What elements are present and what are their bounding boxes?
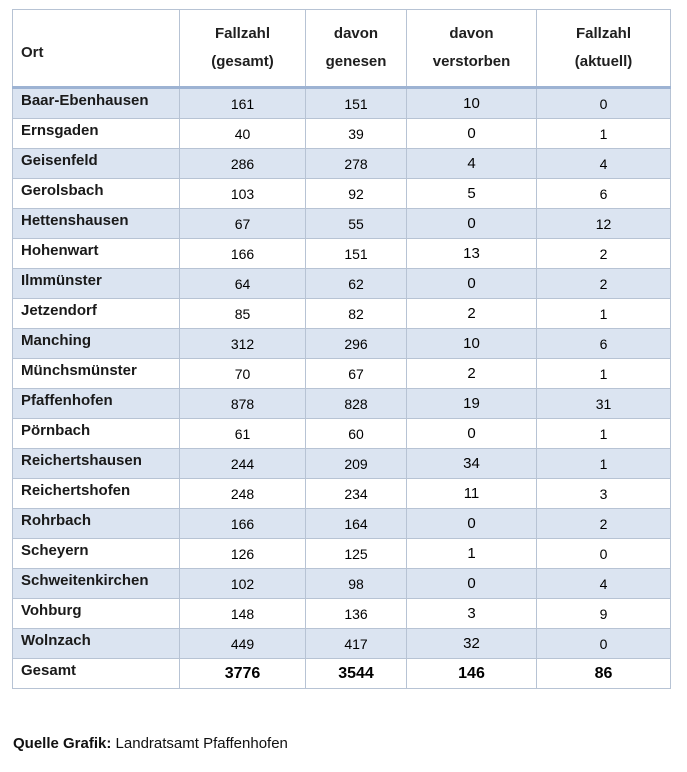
table-row <box>13 299 671 329</box>
total-genesen: 3544 <box>306 659 407 689</box>
header-verstorben <box>407 10 537 88</box>
cell-genesen: 209 <box>306 449 407 479</box>
cell-verstorben: 2 <box>407 299 537 329</box>
cell-gesamt: 248 <box>180 479 306 509</box>
cell-ort: Ernsgaden <box>13 119 180 149</box>
header-ort: Ort <box>13 10 180 88</box>
header-aktuell-line1: Fallzahl <box>575 25 631 42</box>
cell-genesen: 151 <box>306 239 407 269</box>
header-genesen-line1: davon <box>333 25 379 42</box>
source-caption <box>13 735 288 752</box>
cell-ort: Pfaffenhofen <box>13 389 180 419</box>
cell-aktuell: 2 <box>537 239 671 269</box>
cell-ort: Schweitenkirchen <box>13 569 180 599</box>
cell-ort: Manching <box>13 329 180 359</box>
cell-gesamt: 126 <box>180 539 306 569</box>
cell-aktuell: 6 <box>537 329 671 359</box>
cell-ort: Münchsmünster <box>13 359 180 389</box>
cell-aktuell: 0 <box>537 629 671 659</box>
table-row <box>13 88 671 119</box>
table-row <box>13 119 671 149</box>
cell-gesamt: 166 <box>180 239 306 269</box>
cell-aktuell: 4 <box>537 569 671 599</box>
table-row <box>13 239 671 269</box>
cell-genesen: 60 <box>306 419 407 449</box>
table-row <box>13 389 671 419</box>
cell-aktuell: 0 <box>537 88 671 119</box>
cell-gesamt: 878 <box>180 389 306 419</box>
cell-aktuell: 0 <box>537 539 671 569</box>
cell-gesamt: 449 <box>180 629 306 659</box>
cell-ort: Geisenfeld <box>13 149 180 179</box>
cell-gesamt: 85 <box>180 299 306 329</box>
cell-aktuell: 1 <box>537 419 671 449</box>
cell-genesen: 55 <box>306 209 407 239</box>
cell-gesamt: 148 <box>180 599 306 629</box>
cell-ort: Ilmmünster <box>13 269 180 299</box>
cell-genesen: 92 <box>306 179 407 209</box>
cell-aktuell: 1 <box>537 299 671 329</box>
case-table <box>12 9 671 689</box>
cell-gesamt: 70 <box>180 359 306 389</box>
cell-verstorben: 34 <box>407 449 537 479</box>
cell-gesamt: 64 <box>180 269 306 299</box>
cell-aktuell: 31 <box>537 389 671 419</box>
total-gesamt: 3776 <box>180 659 306 689</box>
cell-ort: Hettenshausen <box>13 209 180 239</box>
cell-verstorben: 2 <box>407 359 537 389</box>
table-row <box>13 479 671 509</box>
table-row <box>13 449 671 479</box>
cell-gesamt: 161 <box>180 88 306 119</box>
cell-gesamt: 312 <box>180 329 306 359</box>
cell-genesen: 296 <box>306 329 407 359</box>
cell-verstorben: 0 <box>407 269 537 299</box>
table-row <box>13 539 671 569</box>
cell-gesamt: 103 <box>180 179 306 209</box>
table-header-row <box>13 10 671 88</box>
cell-gesamt: 40 <box>180 119 306 149</box>
cell-genesen: 164 <box>306 509 407 539</box>
header-gesamt-line1: Fallzahl <box>214 25 270 42</box>
cell-verstorben: 11 <box>407 479 537 509</box>
cell-aktuell: 3 <box>537 479 671 509</box>
total-verstorben: 146 <box>407 659 537 689</box>
header-genesen-line2: genesen <box>325 53 387 70</box>
cell-ort: Hohenwart <box>13 239 180 269</box>
cell-aktuell: 2 <box>537 269 671 299</box>
cell-genesen: 828 <box>306 389 407 419</box>
cell-gesamt: 67 <box>180 209 306 239</box>
cell-verstorben: 10 <box>407 329 537 359</box>
cell-verstorben: 1 <box>407 539 537 569</box>
cell-genesen: 417 <box>306 629 407 659</box>
table-row <box>13 329 671 359</box>
header-verstorben-line1: davon <box>449 25 494 42</box>
header-aktuell <box>537 10 671 88</box>
table-row <box>13 509 671 539</box>
cell-verstorben: 32 <box>407 629 537 659</box>
cell-ort: Wolnzach <box>13 629 180 659</box>
cell-verstorben: 0 <box>407 419 537 449</box>
cell-aktuell: 1 <box>537 359 671 389</box>
source-caption-text: Landratsamt Pfaffenhofen <box>115 735 288 752</box>
cell-verstorben: 19 <box>407 389 537 419</box>
cell-genesen: 62 <box>306 269 407 299</box>
cell-ort: Rohrbach <box>13 509 180 539</box>
cell-ort: Reichertshausen <box>13 449 180 479</box>
cell-ort: Reichertshofen <box>13 479 180 509</box>
cell-genesen: 39 <box>306 119 407 149</box>
cell-ort: Scheyern <box>13 539 180 569</box>
case-table-container <box>12 9 670 689</box>
table-row <box>13 569 671 599</box>
cell-ort: Baar-Ebenhausen <box>13 88 180 119</box>
cell-aktuell: 2 <box>537 509 671 539</box>
cell-ort: Gerolsbach <box>13 179 180 209</box>
total-aktuell: 86 <box>537 659 671 689</box>
cell-gesamt: 244 <box>180 449 306 479</box>
cell-aktuell: 12 <box>537 209 671 239</box>
cell-gesamt: 102 <box>180 569 306 599</box>
cell-verstorben: 0 <box>407 509 537 539</box>
cell-genesen: 151 <box>306 88 407 119</box>
cell-gesamt: 166 <box>180 509 306 539</box>
cell-genesen: 125 <box>306 539 407 569</box>
cell-verstorben: 3 <box>407 599 537 629</box>
table-body <box>13 88 671 689</box>
table-row <box>13 359 671 389</box>
table-row <box>13 269 671 299</box>
cell-aktuell: 1 <box>537 119 671 149</box>
cell-verstorben: 0 <box>407 209 537 239</box>
header-gesamt <box>180 10 306 88</box>
header-gesamt-line2: (gesamt) <box>211 53 274 70</box>
total-label: Gesamt <box>13 659 180 689</box>
cell-gesamt: 286 <box>180 149 306 179</box>
table-row <box>13 419 671 449</box>
cell-ort: Pörnbach <box>13 419 180 449</box>
cell-aktuell: 6 <box>537 179 671 209</box>
cell-verstorben: 10 <box>407 88 537 119</box>
table-row <box>13 629 671 659</box>
cell-verstorben: 4 <box>407 149 537 179</box>
cell-gesamt: 61 <box>180 419 306 449</box>
cell-genesen: 82 <box>306 299 407 329</box>
cell-verstorben: 5 <box>407 179 537 209</box>
table-total-row <box>13 659 671 689</box>
cell-aktuell: 1 <box>537 449 671 479</box>
table-row <box>13 179 671 209</box>
header-aktuell-line2: (aktuell) <box>574 53 633 70</box>
cell-verstorben: 13 <box>407 239 537 269</box>
cell-aktuell: 9 <box>537 599 671 629</box>
cell-genesen: 234 <box>306 479 407 509</box>
cell-verstorben: 0 <box>407 569 537 599</box>
source-caption-label: Quelle Grafik: <box>13 735 112 752</box>
header-verstorben-line2: verstorben <box>432 53 511 70</box>
cell-genesen: 136 <box>306 599 407 629</box>
cell-verstorben: 0 <box>407 119 537 149</box>
cell-ort: Vohburg <box>13 599 180 629</box>
cell-ort: Jetzendorf <box>13 299 180 329</box>
table-row <box>13 149 671 179</box>
cell-genesen: 278 <box>306 149 407 179</box>
cell-genesen: 67 <box>306 359 407 389</box>
header-genesen <box>306 10 407 88</box>
table-row <box>13 599 671 629</box>
cell-genesen: 98 <box>306 569 407 599</box>
cell-aktuell: 4 <box>537 149 671 179</box>
table-row <box>13 209 671 239</box>
